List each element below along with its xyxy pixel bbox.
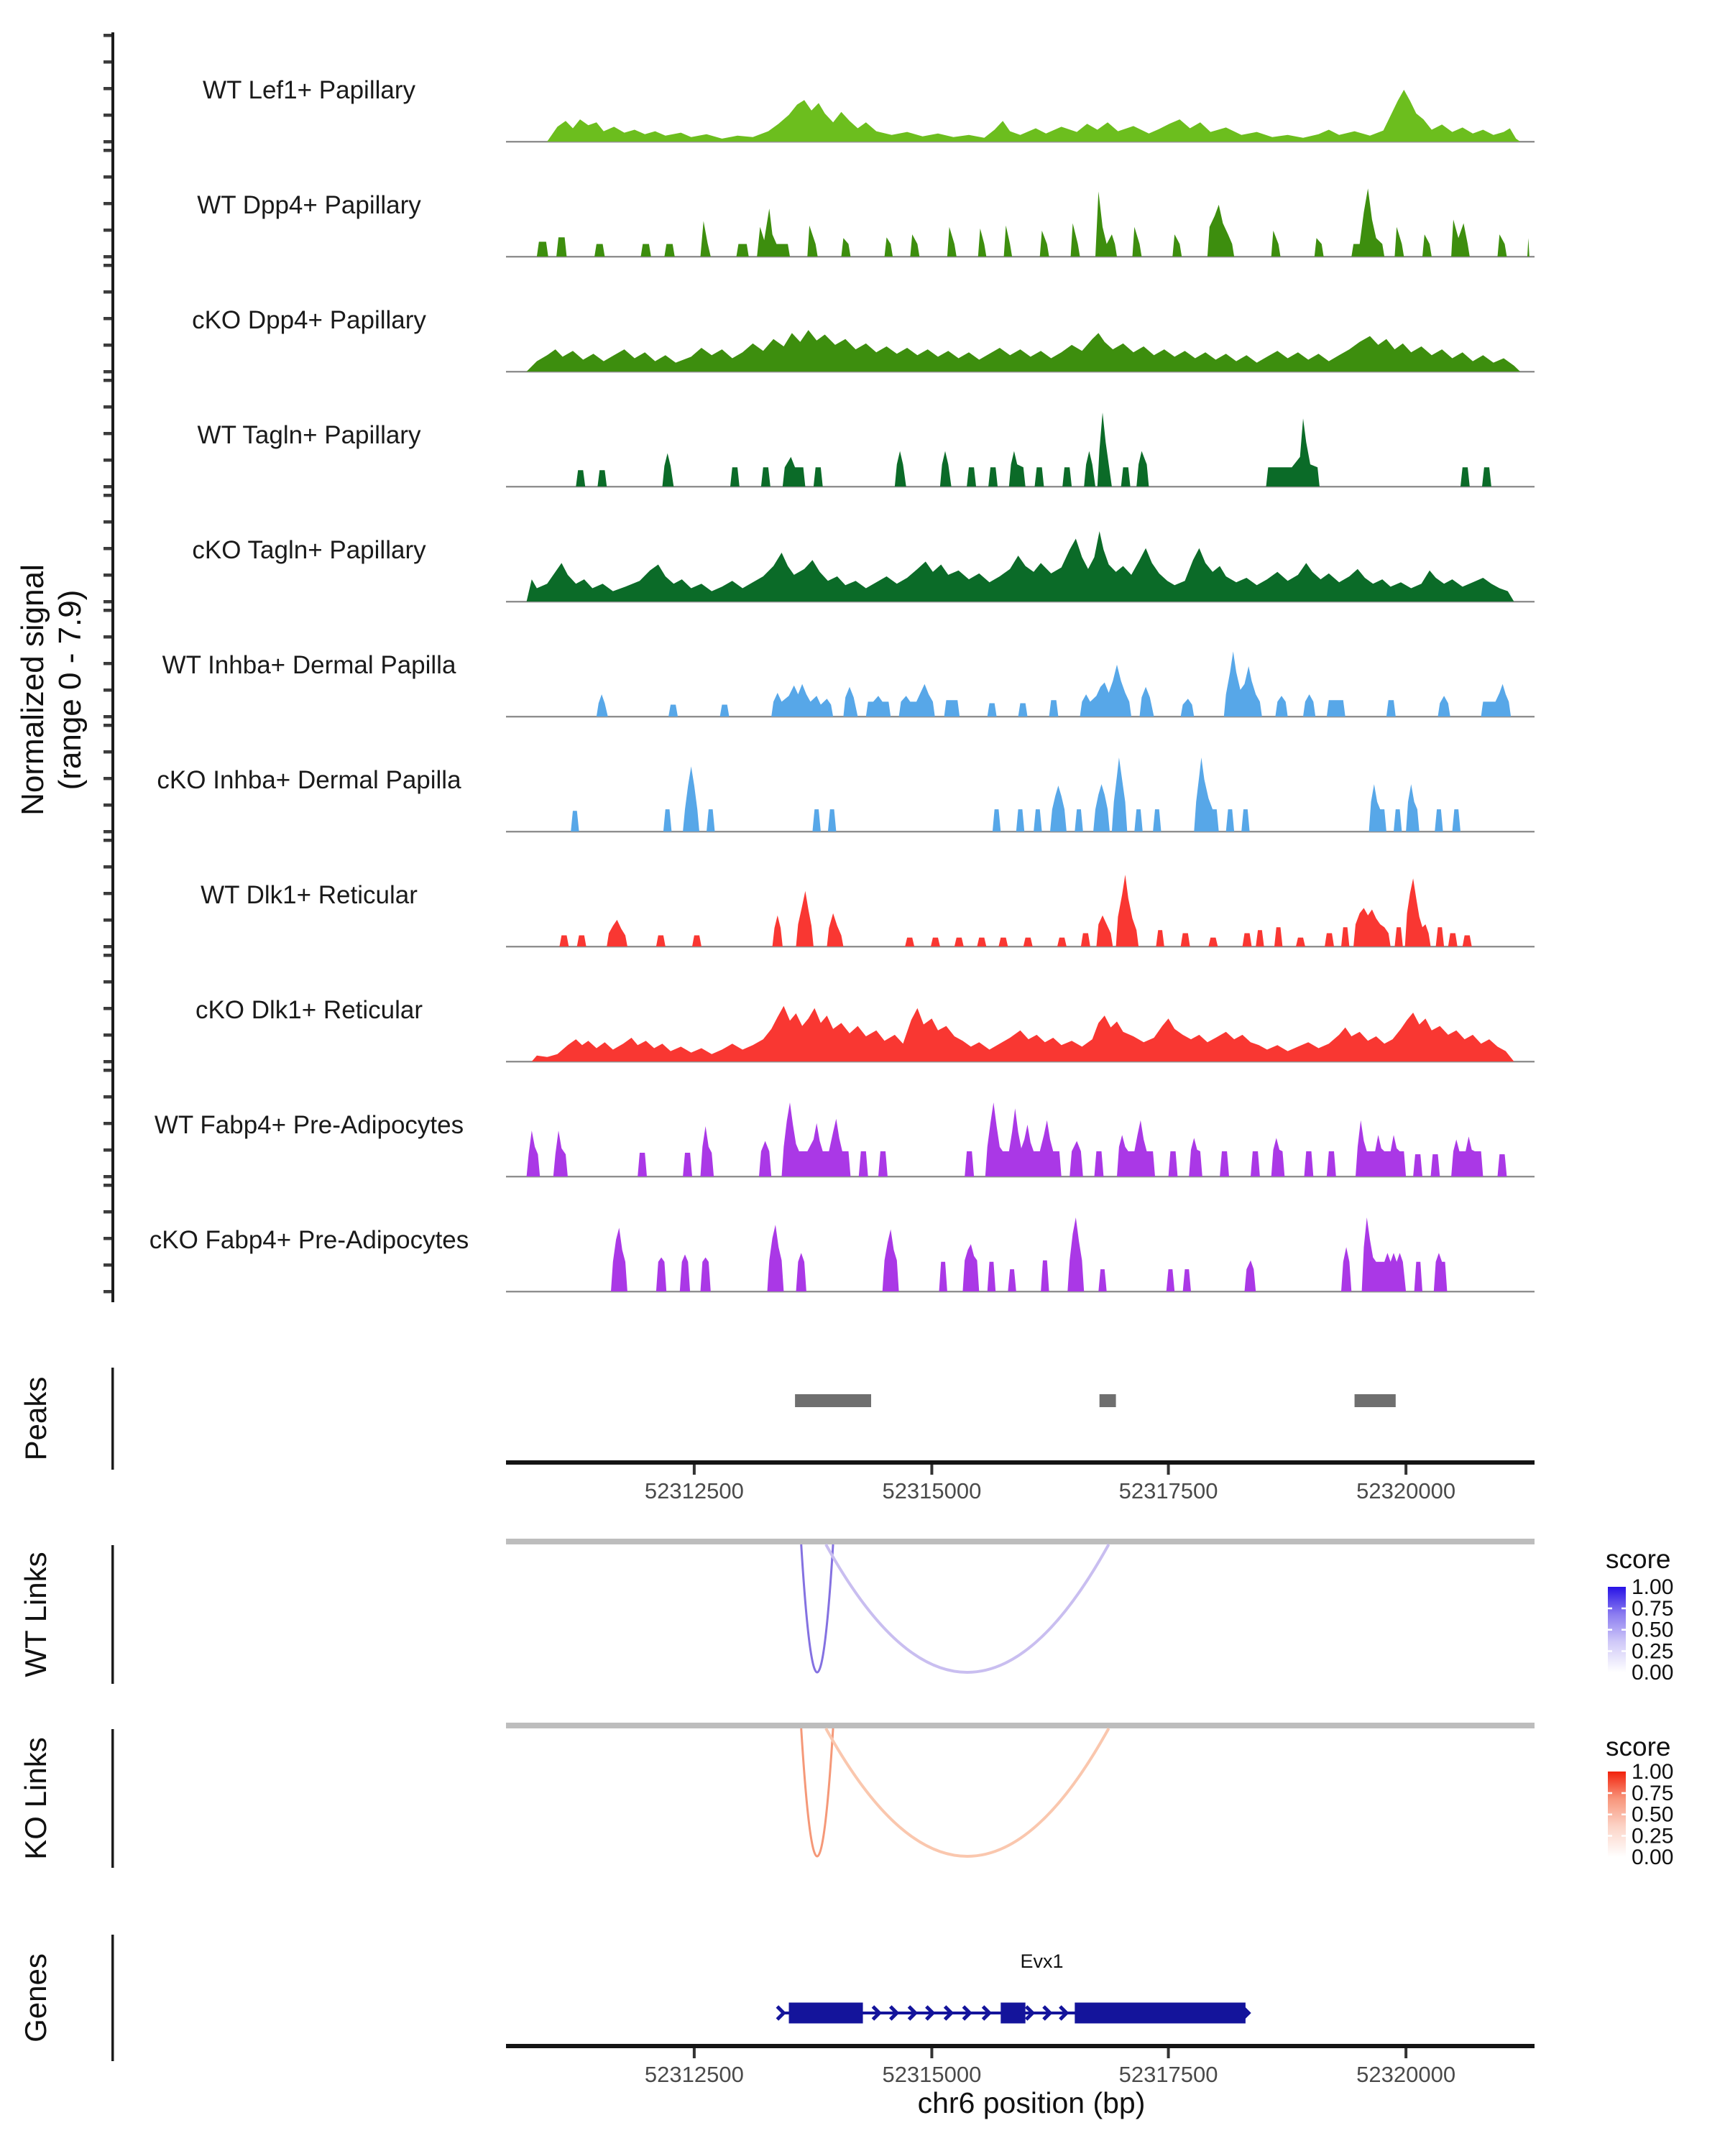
bracket-wt [111, 1545, 114, 1684]
signal-axis-tick [104, 635, 111, 639]
genome-axis-line-top [506, 1460, 1535, 1465]
track-label: WT Inhba+ Dermal Papilla [162, 651, 456, 679]
genome-axis-tick [1404, 1465, 1407, 1475]
signal-axis-tick [104, 459, 111, 462]
genome-axis-tick [930, 2048, 933, 2058]
coverage-track [192, 531, 1535, 602]
signal-axis-tick [104, 432, 111, 436]
legend-tick-label: 0.00 [1632, 1661, 1674, 1685]
coverage-track [157, 757, 1535, 832]
genome-axis-tick [693, 2048, 696, 2058]
signal-axis-tick [104, 918, 111, 922]
legend-tick-label: 0.00 [1632, 1846, 1674, 1869]
signal-axis-tick [104, 1237, 111, 1240]
signal-axis-tick [104, 839, 111, 842]
signal-axis-tick [104, 264, 111, 267]
signal-axis-tick [104, 485, 111, 489]
signal-axis-tick [104, 724, 111, 727]
signal-axis-tick [104, 1175, 111, 1179]
signal-axis-title: (range 0 - 7.9) [52, 589, 88, 791]
signal-axis-tick [104, 149, 111, 152]
coverage-signal-area [597, 651, 1511, 717]
signal-axis-tick [104, 750, 111, 754]
signal-axis-tick [104, 865, 111, 869]
signal-axis-tick [104, 600, 111, 604]
coverage-signal-area [532, 1006, 1514, 1061]
signal-axis-spine [111, 32, 114, 1302]
x-axis-title: chr6 position (bp) [917, 2086, 1146, 2119]
coverage-track [197, 188, 1535, 257]
signal-axis-tick [104, 140, 111, 144]
coverage-signal-area [559, 875, 1471, 946]
track-label: cKO Dlk1+ Reticular [195, 996, 423, 1024]
genome-axis-line-bottom [506, 2044, 1535, 2048]
track-label: WT Tagln+ Papillary [197, 421, 421, 449]
legend-colorbar-tick [1622, 1650, 1626, 1652]
genome-axis-tick-label: 52320000 [1356, 1478, 1456, 1503]
signal-axis-tick [104, 892, 111, 895]
gene-strand-arrow-icon [777, 2007, 783, 2019]
coverage-signal-area [571, 757, 1460, 831]
legend-colorbar-tick [1608, 1608, 1612, 1610]
genome-axis-tick-label: 52312500 [644, 1478, 744, 1503]
signal-axis-tick [104, 715, 111, 719]
genome-axis-tick-label: 52317500 [1118, 2062, 1218, 2087]
signal-axis-tick [104, 980, 111, 984]
section-label-ko: KO Links [19, 1737, 52, 1860]
legend-colorbar-tick [1622, 1629, 1626, 1631]
legend-tick-label: 1.00 [1632, 1760, 1674, 1784]
signal-axis-tick [104, 1095, 111, 1099]
genome-axis-tick [1167, 2048, 1170, 2058]
signal-axis-tick [104, 1184, 111, 1187]
coverage-track [155, 1102, 1535, 1177]
track-label: WT Dlk1+ Reticular [201, 881, 418, 909]
signal-axis-tick [104, 114, 111, 117]
legend-colorbar-tick [1608, 1814, 1612, 1816]
signal-axis-tick [104, 954, 111, 957]
genome-axis-tick [1404, 2048, 1407, 2058]
signal-axis-tick [104, 317, 111, 321]
genome-axis-tick-label: 52312500 [644, 2062, 744, 2087]
legend-tick-label: 0.50 [1632, 1802, 1674, 1827]
signal-axis-tick [104, 34, 111, 37]
signal-axis-tick [104, 1263, 111, 1267]
legend-tick-label: 0.75 [1632, 1596, 1674, 1621]
signal-axis-tick [104, 255, 111, 259]
link-arc-wt [826, 1544, 1109, 1672]
signal-axis-tick [104, 777, 111, 780]
signal-axis-tick [104, 1122, 111, 1125]
coverage-signal-area [611, 1217, 1447, 1291]
bracket-peaks [111, 1368, 114, 1470]
section-label-peaks: Peaks [19, 1376, 52, 1461]
signal-axis-tick [104, 945, 111, 949]
signal-axis-tick [104, 803, 111, 807]
signal-axis-tick [104, 494, 111, 497]
gene-exon-block [789, 2003, 863, 2024]
links-baseline-bar-wt [506, 1539, 1535, 1544]
coverage-track [196, 996, 1535, 1062]
coverage-signal-area [527, 330, 1520, 372]
signal-axis-tick [104, 573, 111, 577]
links-baseline-bar-ko [506, 1723, 1535, 1728]
link-arc-ko [801, 1728, 833, 1856]
legend-title-ko: score [1606, 1732, 1671, 1761]
coverage-track [201, 875, 1535, 947]
legend-colorbar-tick [1622, 1814, 1626, 1816]
signal-axis-tick [104, 1148, 111, 1152]
legend-colorbar-tick [1608, 1629, 1612, 1631]
signal-axis-tick [104, 609, 111, 612]
legend-colorbar-tick [1622, 1608, 1626, 1610]
genome-axis-tick-label: 52315000 [882, 2062, 982, 2087]
signal-axis-tick [104, 547, 111, 550]
signal-axis-tick [104, 290, 111, 294]
signal-axis-tick [104, 344, 111, 347]
coverage-signal-area [576, 413, 1491, 487]
track-label: WT Lef1+ Papillary [202, 76, 416, 104]
coverage-signal-area [527, 531, 1514, 602]
legend-colorbar-tick [1608, 1650, 1612, 1652]
link-arc-wt [801, 1544, 833, 1672]
signal-axis-tick [104, 1069, 111, 1072]
signal-axis-tick [104, 1007, 111, 1010]
legend-tick-label: 1.00 [1632, 1575, 1674, 1599]
signal-axis-tick [104, 229, 111, 232]
genome-axis-tick [693, 1465, 696, 1475]
link-arc-ko [826, 1728, 1109, 1856]
coverage-track [150, 1217, 1535, 1292]
peak-interval [1100, 1394, 1116, 1407]
signal-axis-tick [104, 379, 111, 382]
legend-tick-label: 0.75 [1632, 1781, 1674, 1805]
genome-axis-tick-label: 52317500 [1118, 1478, 1218, 1503]
signal-axis-tick [104, 202, 111, 206]
bracket-ko [111, 1729, 114, 1868]
coverage-signal-area [547, 90, 1520, 142]
legend-colorbar-tick [1608, 1835, 1612, 1837]
gene-exon-block [1075, 2003, 1246, 2024]
signal-axis-tick [104, 405, 111, 409]
signal-axis-title: Normalized signal [15, 564, 50, 816]
signal-axis-tick [104, 1290, 111, 1294]
signal-axis-tick [104, 1033, 111, 1037]
signal-axis-tick [104, 662, 111, 665]
coverage-signal-area [537, 188, 1530, 257]
peak-interval [1355, 1394, 1396, 1407]
signal-axis-tick [104, 87, 111, 91]
track-label: WT Fabp4+ Pre-Adipocytes [154, 1111, 464, 1139]
section-label-wt: WT Links [19, 1552, 52, 1677]
gene-name-label: Evx1 [1020, 1950, 1064, 1972]
signal-axis-tick [104, 830, 111, 834]
genome-axis-tick-label: 52320000 [1356, 2062, 1456, 2087]
signal-axis-tick [104, 370, 111, 374]
gene-exon-block [1000, 2003, 1025, 2024]
signal-axis-tick [104, 1060, 111, 1064]
genome-axis-tick [1167, 1465, 1170, 1475]
legend-tick-label: 0.25 [1632, 1824, 1674, 1848]
signal-axis-tick [104, 1210, 111, 1214]
track-label: cKO Dpp4+ Papillary [192, 306, 426, 334]
track-label: cKO Fabp4+ Pre-Adipocytes [149, 1226, 469, 1254]
signal-axis-tick [104, 60, 111, 64]
coverage-track [203, 76, 1535, 142]
genome-axis-tick-label: 52315000 [882, 1478, 982, 1503]
legend-colorbar-tick [1608, 1792, 1612, 1795]
signal-axis-tick [104, 175, 111, 179]
legend-tick-label: 0.25 [1632, 1639, 1674, 1664]
signal-axis-tick [104, 688, 111, 692]
genome-axis-tick [930, 1465, 933, 1475]
track-label: cKO Tagln+ Papillary [192, 536, 426, 564]
coverage-track [198, 413, 1535, 487]
track-label: cKO Inhba+ Dermal Papilla [157, 766, 461, 794]
legend-colorbar-tick [1622, 1792, 1626, 1795]
section-label-genes: Genes [19, 1953, 52, 2042]
coverage-signal-area [527, 1102, 1507, 1176]
legend-colorbar-tick [1622, 1835, 1626, 1837]
legend-title-wt: score [1606, 1544, 1671, 1574]
coverage-track [192, 306, 1535, 372]
legend-tick-label: 0.50 [1632, 1618, 1674, 1642]
peak-interval [795, 1394, 871, 1407]
bracket-genes [111, 1935, 114, 2061]
coverage-track [162, 651, 1535, 717]
track-label: WT Dpp4+ Papillary [197, 191, 421, 219]
signal-axis-tick [104, 520, 111, 524]
